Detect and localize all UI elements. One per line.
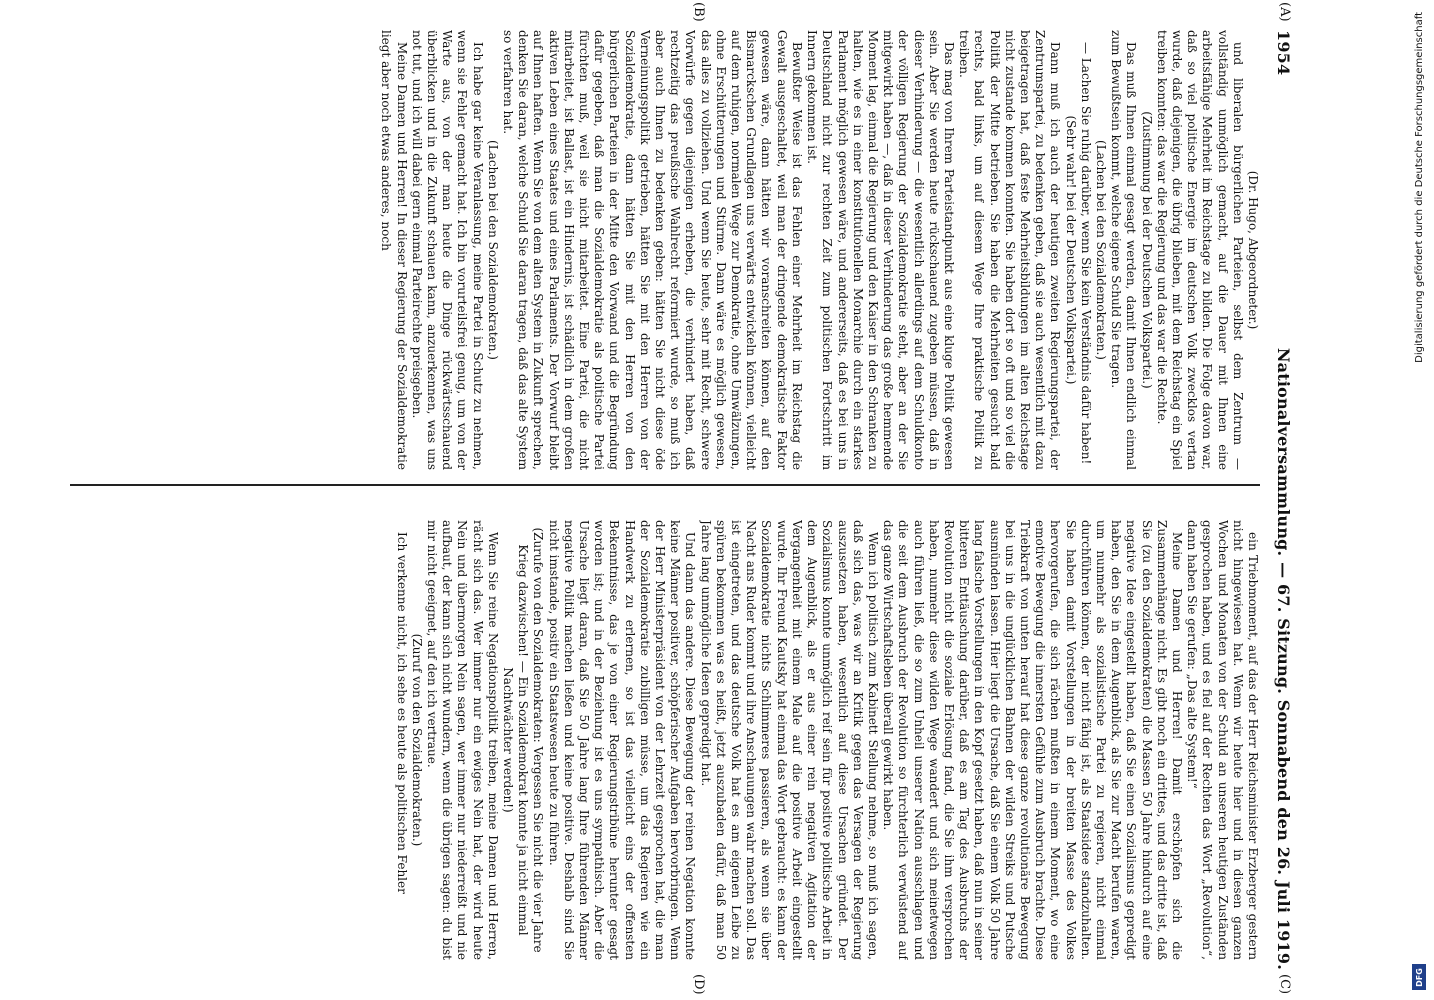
paragraph: ein Triebmoment, auf das der Herr Reichsminister Erzberger gestern nicht hingewiesen hat. Wenn wir heute hier und in diesen ganzen Wochen und Monaten von der Schuld an unseren heutigen Zuständen gesprochen haben, und es fiel auf der Rechten das Wort „Revolution“, dann haben Sie gerufen: „Das alte System!“	[1185, 520, 1260, 960]
margin-marker-a: (A)	[1277, 2, 1292, 22]
page-title: Nationalversammlung. — 67. Sitzung. Sonnabend den 26. Juli 1919.	[1274, 347, 1294, 970]
interjection: (Sehr wahr! bei der Deutschen Volkspartei.)	[1063, 115, 1078, 385]
paragraph: Dann muß ich auch der heutigen zweiten Regierungspartei, der Zentrumspartei, zu bedenken geben, daß sie auch wesentlich mit dazu beigetragen hat, daß feste Mehrheitsbildungen im alten Reichstage nicht zustande kommen konnten. Sie haben dort so oft und so viel die Politik der Mitte betrieben. Sie haben die Mehrheiten gesucht bald rechts, bald links, um auf diesem Wege Ihre praktische Politik zu treiben.	[957, 30, 1063, 470]
left-column	[70, 30, 1260, 470]
interjection: (Zurufe von den Sozialdemokraten: Vergessen Sie nicht die vier Jahre Krieg dazwischen! — Ein Sozialdemokrat konnte ja nicht einmal Nachtwächter werden!)	[501, 527, 546, 953]
dfg-logo	[1412, 964, 1426, 990]
paragraph: Und dann das andere. Diese Bewegung der reinen Negation konnte keine Männer positiver, schöpferischer Aufgaben hervorbringen. Wenn der Herr Ministerpräsident von der Lehrzeit gesprochen hat, die man der Sozialdemokratie zubilligen müsse, um das Regieren wie ein Handwerk zu erlernen, so ist das vielleicht eins der offensten Bekenntnisse, das je von einer Regierungstribüne herunter gesagt worden ist; und in der Beziehung ist es uns sympathisch. Aber die Ursache liegt daran, daß Sie 50 Jahre lang Ihre führenden Männer negative Politik machen ließen und keine positive. Deshalb sind Sie nicht imstande, positiv ein Staatswesen heute zu führen.	[546, 520, 698, 960]
paragraph: und liberalen bürgerlichen Parteien, selbst dem Zentrum — vollständig unmöglich gemacht, auf die Dauer mit Ihnen eine arbeitsfähige Mehrheit im Reichstage zu bilden. Die Folge davon war, daß so viel politische Energie im deutschen Volk zwecklos vertan wurde, daß diejenigen, die übrig blieben, mit dem Reichstag ein Spiel treiben konnten: das war die Regierung und das war die Rechte.	[1154, 30, 1245, 470]
paragraph: Wenn Sie reine Negationspolitik treiben, meine Damen und Herren, rächt sich das. Wer immer nur ein ewiges Nein hat, der wird heute Nein und übermorgen Nein sagen, wer immer nur niederreißt und nie aufbaut, der kann sich nicht wundern, wenn die übrigen sagen: du bist mir nicht geeignet, auf den ich vertraue.	[425, 520, 500, 960]
speaker-line: (Dr. Hugo, Abgeordneter.)	[1246, 170, 1260, 330]
paragraph: Meine Damen und Herren! In dieser Regierung der Sozialdemokratie liegt aber noch etwas anderes, noch	[379, 30, 409, 470]
funding-note	[1413, 12, 1425, 988]
funding-text: Digitalisierung gefördert durch die Deutsche Forschungsgemeinschaft	[1413, 12, 1425, 363]
page	[24, 0, 1334, 1000]
margin-marker-b: (B)	[691, 2, 706, 22]
paragraph: Bewußter Weise ist das Fehlen einer Mehrheit im Reichstag die Gewalt ausgeschaltet, weil man der dringende demokratische Faktor gewesen wäre, dann hätten wir voranschreiten können, auf den Bismarckschen Grundlagen uns verwärts entwickeln können, vielleicht auf dem ruhigen, normalen Wege zur Demokratie, ohne Umwälzungen, ohne Erschütterungen und Stürme. Dann wäre es möglich gewesen, das alles zu vollziehen. Und wenn Sie heute, sehr mit Recht, schwere Vorwürfe gegen diejenigen erheben, die verhindert haben, daß rechtzeitig das preußische Wahlrecht reformiert wurde, so muß ich aber auch Ihnen zu bedenken geben: hätten Sie nicht diese öde Verneinungspolitik getrieben, hätten Sie mit den Herren von der Sozialdemokratie, dann hätten Sie mit den Herren von den bürgerlichen Parteien in der Mitte den Vorwand und die Begründung dafür gegeben, daß man die Sozialdemokratie als politische Partei fürchten muß, weil sie nicht mitarbeitet. Eine Partei, die nicht mitarbeitet, ist Ballast, ist ein Hindernis, ist schädlich in dem großen aktiven Leben eines Staates und eines Parlaments. Der Vorwurf bleibt auf Ihnen haften. Wenn Sie von dem alten System in Zukunft sprechen, denken Sie daran, welche Schuld Sie daran tragen, daß das alte System so verfahren hat.	[501, 30, 804, 470]
page-number: 1954	[1274, 30, 1294, 76]
paragraph: Wenn ich politisch zum Kabinett Stellung nehme, so muß ich sagen, daß sich das, was wir an Kritik gegen das Versagen der Regierung auszusetzen haben, wesentlich auf diese Ursachen gründet. Der Sozialismus konnte unmöglich reif sein für positive politische Arbeit in dem Augenblick, als er aus einer rein negativen Agitation der Vergangenheit mit einem Male auf die positive Arbeit eingestellt wurde. Ihr Freund Kautsky hat einmal das Wort gebraucht: es kann der Sozialdemokratie nichts Schlimmeres passieren, als wenn sie über Nacht ans Ruder kommt und ihre Anschauungen wahr machen soll. Das ist eingetreten, und das deutsche Volk hat es am eigenen Leibe zu spüren bekommen was es heißt, jetzt auszubaden dafür, daß man 50 Jahre lang unmögliche Ideen gepredigt hat.	[698, 520, 880, 960]
interjection: (Lachen bei den Sozialdemokraten.)	[1093, 140, 1108, 360]
paragraph: Ich habe gar keine Veranlassung, meine Partei in Schutz zu nehmen, wenn sie Fehler gemacht hat. Ich bin vorurteilsfrei genug, um von der Warte aus, von der man heute die Dinge rückwärtsschauend überblicken und in die Zukunft schauen kann, anzuerkennen, was uns not tut, und ich will dabei gern einmal Parteirechte preisgeben.	[409, 30, 485, 470]
right-column	[70, 520, 1260, 960]
margin-marker-d: (D)	[691, 974, 706, 995]
interjection: (Zustimmung bei der Deutschen Volkspartei.)	[1139, 111, 1154, 389]
paragraph: Das mag von Ihrem Parteistandpunkt aus eine kluge Politik gewesen sein. Aber Sie werden heute rückschauend zugeben müssen, daß in dieser Verhinderung — die wesentlich allerdings auf dem Schuldkonto der völligen Regierung der Sozialdemokratie steht, aber an der Sie mitgewirkt haben —, daß in dieser Verhinderung das große hemmende Moment lag, einmal die Regierung und den Kaiser in den Schranken zu halten, wie es in einer konstitutionellen Monarchie durch ein starkes Parlament möglich gewesen wäre, und andererseits, daß es bei uns in Deutschland nicht zur rechten Zeit zum politischen Fortschritt im Innern gekommen ist.	[805, 30, 956, 470]
paragraph: Ich verkenne nicht, ich sehe es heute als politischen Fehler	[394, 532, 409, 894]
paragraph: — Lachen Sie ruhig darüber, wenn Sie kein Verständnis dafür haben!	[1078, 42, 1093, 465]
paragraph: Meine Damen und Herren! Damit erschöpfen sich die Zusammenhänge nicht. Es gibt noch ein drittes, und das dritte ist, daß Sie (zu den Sozialdemokraten) die Massen 50 Jahre hindurch auf eine negative Idee eingestellt haben, daß Sie einen Sozialismus gepredigt haben, den Sie in dem Augenblick, als Sie zur Macht berufen waren, um nunmehr als sozialistische Partei zu regieren, nicht einmal durchführen können, der nicht fähig ist, als Staatsidee standzuhalten. Sie haben damit Vorstellungen in der breiten Masse des Volkes hervorgerufen, die sich rächen mußten in einem Moment, wo eine emotive Bewegung die innersten Gefühle zum Ausbruch brachte. Diese Triebkraft von unten herauf hat diese ganze revolutionäre Bewegung bei uns in die unglücklichen Bahnen der wilden Streiks und Putsche ausmünden lassen. Hier liegt die Ursache, daß Sie einem Volk 50 Jahre lang falsche Vorstellungen in den Kopf gesetzt haben, daß nun in seiner bitteren Enttäuschung darüber, daß es am Tag des Ausbruchs der Revolution nicht die soziale Erlösung fand, die Sie ihm versprochen haben, nunmehr diese wilden Wege wandert und sich meinetwegen auch führen ließ, die so zum Unheil unserer Nation ausschlagen und die seit dem Ausbruch der Revolution so fürchterlich verwüstend auf das ganze Wirtschaftsleben überall gewirkt haben.	[881, 520, 1184, 960]
page-header	[1270, 30, 1298, 970]
margin-marker-c: (C)	[1277, 974, 1292, 995]
dfg-logo-text: DFG	[1414, 967, 1424, 987]
interjection: (Zuruf von den Sozialdemokraten.)	[409, 633, 424, 847]
interjection: (Lachen bei den Sozialdemokraten.)	[485, 140, 500, 360]
paragraph: Das muß Ihnen einmal gesagt werden, damit Ihnen endlich einmal zum Bewußtsein kommt, welche eigene Schuld Sie tragen.	[1109, 30, 1139, 470]
column-divider	[70, 484, 1260, 486]
